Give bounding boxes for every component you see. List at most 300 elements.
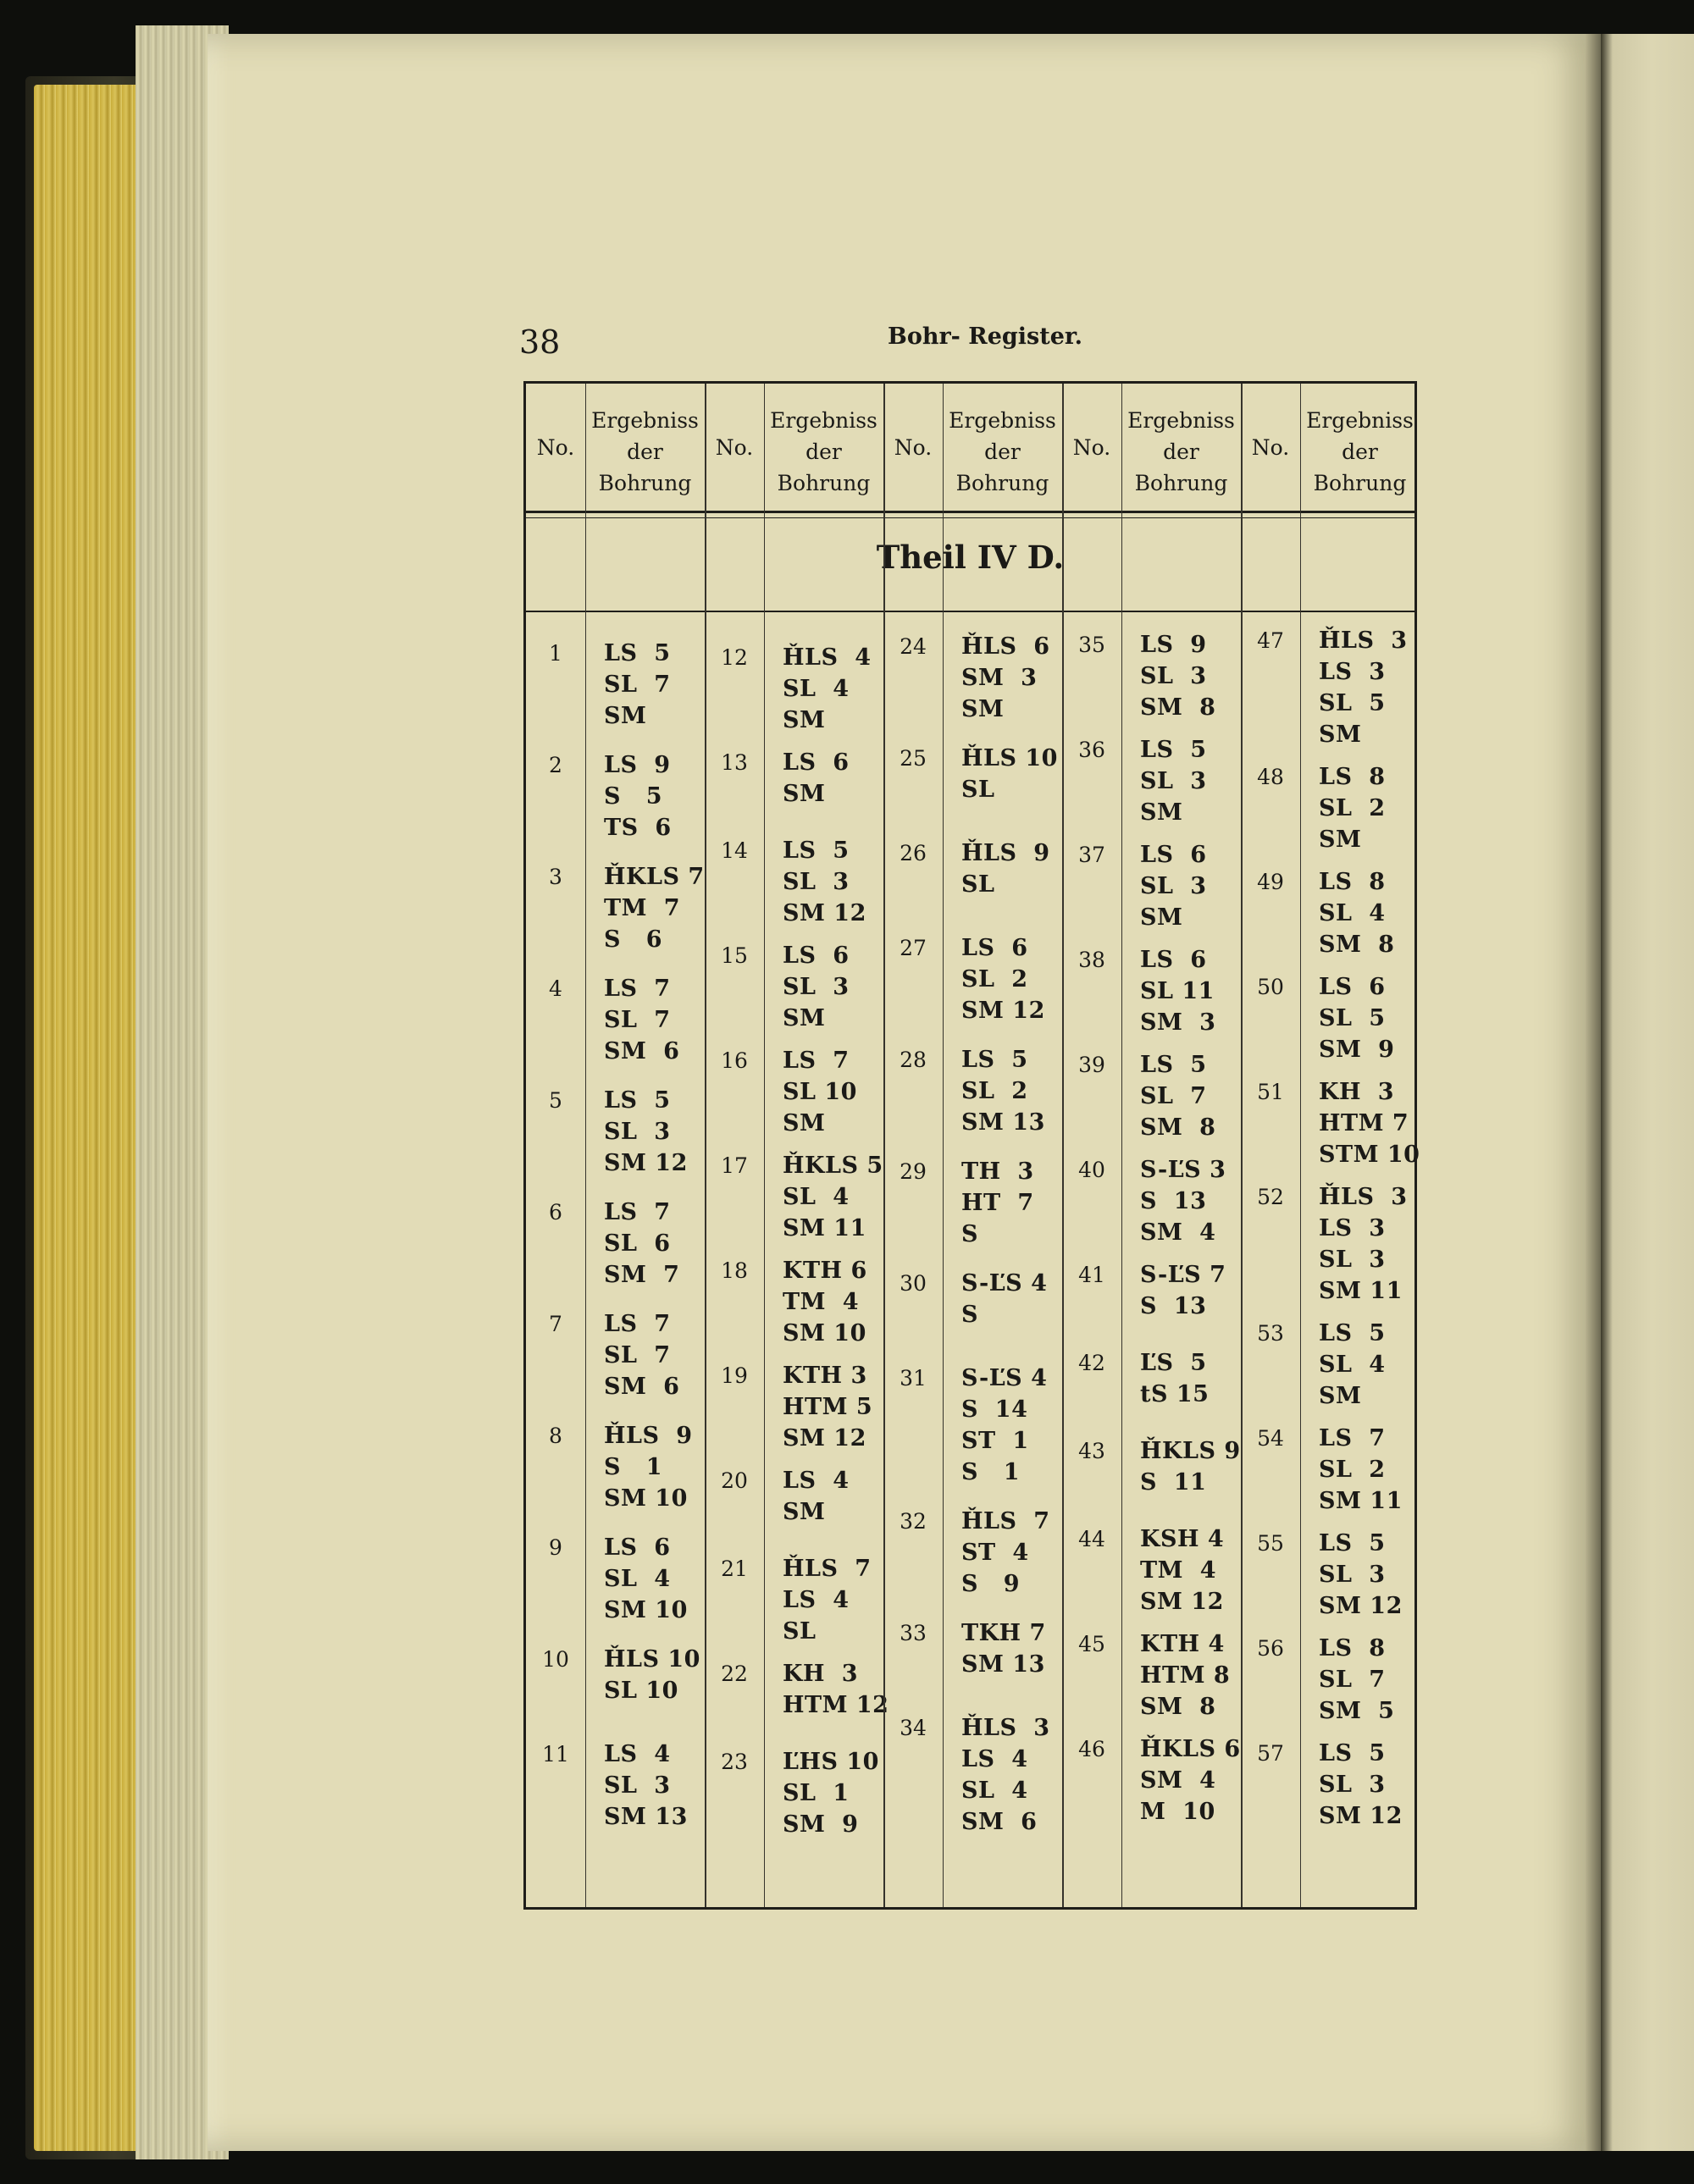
entry-result (1319, 971, 1394, 1065)
result-line: SM (783, 707, 826, 733)
entry-number: 15 (721, 943, 748, 968)
result-line: ȞLS 9 (961, 840, 1050, 866)
entry-result (604, 1739, 688, 1833)
entry-number: 54 (1257, 1426, 1284, 1451)
entry-result (604, 1085, 688, 1179)
result-line: TM 4 (1140, 1557, 1217, 1584)
entry-result (783, 1255, 867, 1349)
entry-result (961, 743, 1058, 805)
result-line: SL 7 (604, 672, 671, 698)
result-line: SM (783, 1499, 826, 1525)
result-line: TS 6 (604, 815, 672, 841)
result-line: KTH 6 (783, 1258, 867, 1284)
result-line: SL 5 (1319, 1005, 1386, 1031)
result-line: SM (1140, 799, 1183, 826)
facing-page (1601, 34, 1694, 2151)
result-line: SM 12 (1140, 1589, 1224, 1615)
result-line: SL 4 (1319, 900, 1386, 926)
result-line: LS 5 (1319, 1530, 1386, 1556)
result-line: SM 12 (961, 998, 1045, 1024)
result-line: LS 5 (783, 838, 850, 864)
result-line: SM (783, 1110, 826, 1136)
entry-number: 48 (1257, 765, 1284, 789)
result-line: SL (961, 871, 995, 898)
entry-number: 49 (1257, 870, 1284, 894)
result-line: SM 7 (604, 1262, 680, 1288)
result-line: LS 6 (1140, 842, 1207, 868)
entry-number: 37 (1078, 843, 1105, 867)
result-line: LS 6 (783, 943, 850, 969)
entry-result (1319, 1318, 1386, 1412)
result-line: SL 3 (1319, 1247, 1386, 1273)
entry-result (604, 861, 705, 955)
result-line: LS 7 (604, 1311, 671, 1337)
entry-number: 35 (1078, 633, 1105, 657)
entry-result (961, 1617, 1046, 1680)
entry-result (961, 1268, 1047, 1330)
result-line: SL 4 (783, 1184, 850, 1210)
entry-number: 10 (542, 1647, 569, 1672)
result-line: SM (783, 1005, 826, 1031)
entry-result (783, 1658, 889, 1721)
entry-number: 44 (1078, 1527, 1105, 1551)
entry-number: 13 (721, 750, 748, 775)
result-line: SL (961, 777, 995, 803)
entry-result (1319, 761, 1386, 855)
result-line: LS 6 (604, 1534, 671, 1561)
result-line: ȞLS 3 (961, 1715, 1050, 1741)
entry-number: 36 (1078, 738, 1105, 762)
result-line: LS 4 (783, 1468, 850, 1494)
header-result-line: Bohrung (1134, 470, 1228, 495)
header-result-line: der (805, 439, 842, 464)
column-separator-inner (943, 384, 944, 1907)
result-line: ST 4 (961, 1540, 1029, 1566)
entry-number: 23 (721, 1750, 748, 1774)
header-result-line: Ergebniss (770, 407, 877, 433)
result-line: SL 3 (783, 869, 850, 895)
result-line: ȞLS 7 (961, 1508, 1050, 1534)
entry-number: 30 (900, 1271, 927, 1296)
result-line: TM 7 (604, 895, 681, 921)
result-line: S 9 (961, 1571, 1020, 1597)
header-result-4 (1121, 392, 1241, 511)
result-line: LS 8 (1319, 869, 1386, 895)
result-line: ĽS 5 (1140, 1350, 1207, 1376)
result-line: SM 6 (604, 1374, 680, 1400)
result-line: LS 5 (604, 1087, 671, 1114)
result-line: tS 15 (1140, 1381, 1210, 1407)
result-line: SL 2 (961, 966, 1028, 992)
result-line: SL (783, 1618, 817, 1645)
result-line: SM 12 (1319, 1803, 1403, 1829)
entry-number: 25 (900, 746, 927, 771)
header-result-1 (585, 392, 705, 511)
column-separator (1062, 384, 1064, 1907)
entry-number: 31 (900, 1366, 927, 1391)
result-line: ȞLS 4 (783, 644, 872, 671)
header-result-line: Bohrung (955, 470, 1049, 495)
result-line: SM (1140, 904, 1183, 931)
header-result-line: der (984, 439, 1021, 464)
entry-number: 16 (721, 1048, 748, 1073)
entry-result (1140, 839, 1207, 933)
entry-result (1140, 1733, 1241, 1827)
entry-result (1140, 1523, 1224, 1617)
result-line: LS 5 (961, 1047, 1028, 1073)
result-line: TM 4 (783, 1289, 860, 1315)
entry-result (1140, 629, 1215, 723)
result-line: S 14 (961, 1396, 1028, 1423)
result-line: SL 10 (604, 1678, 678, 1704)
result-line: LS 7 (783, 1048, 850, 1074)
result-line: SM 11 (1319, 1278, 1403, 1304)
result-line: TH 3 (961, 1158, 1034, 1185)
result-line: SL 3 (783, 974, 850, 1000)
entry-result (1140, 1049, 1215, 1143)
header-result-5 (1300, 392, 1420, 511)
entry-result (1319, 1076, 1420, 1170)
result-line: SL 11 (1140, 978, 1215, 1004)
result-line: SM 8 (1140, 1694, 1216, 1720)
header-result-line: Ergebniss (949, 407, 1056, 433)
entry-number: 1 (549, 641, 562, 666)
result-line: SM 3 (1140, 1009, 1216, 1036)
result-line: SL 10 (783, 1079, 857, 1105)
entry-result (1319, 1738, 1403, 1832)
entry-number: 11 (542, 1742, 569, 1767)
result-line: LS 9 (1140, 632, 1207, 658)
entry-number: 40 (1078, 1158, 1105, 1182)
entry-number: 43 (1078, 1439, 1105, 1463)
entry-result (961, 631, 1050, 725)
result-line: LS 9 (604, 752, 671, 778)
header-rule (526, 511, 1414, 513)
header-result-line: Bohrung (598, 470, 692, 495)
result-line: SL 3 (1140, 663, 1207, 689)
section-title: Theil IV D. (876, 539, 1065, 576)
result-line: ȞKLS 7 (604, 864, 705, 890)
entry-result (604, 638, 671, 732)
result-line: S 6 (604, 926, 662, 953)
result-line: ȞLS 3 (1319, 1184, 1408, 1210)
entry-number: 7 (549, 1312, 562, 1336)
entry-number: 19 (721, 1363, 748, 1388)
header-result-line: Bohrung (777, 470, 871, 495)
entry-number: 27 (900, 936, 927, 960)
entry-number: 2 (549, 753, 562, 777)
entry-result (783, 1465, 850, 1528)
result-line: ȞLS 10 (604, 1646, 700, 1673)
entry-result (783, 940, 850, 1034)
entry-result (1140, 1435, 1241, 1498)
entry-result (961, 838, 1050, 900)
result-line: HTM 8 (1140, 1662, 1231, 1689)
result-line: SM 8 (1140, 694, 1216, 721)
entry-result (1319, 1633, 1394, 1727)
entry-number: 8 (549, 1424, 562, 1448)
result-line: SM 9 (1319, 1037, 1395, 1063)
entry-number: 45 (1078, 1632, 1105, 1656)
result-line: LS 7 (604, 976, 671, 1002)
result-line: ȞLS 10 (961, 745, 1058, 771)
result-line: S 1 (961, 1459, 1020, 1485)
result-line: S 13 (1140, 1188, 1207, 1214)
result-line: SL 4 (604, 1566, 671, 1592)
result-line: S-ĽS 4 (961, 1270, 1048, 1297)
result-line: SM 12 (783, 1425, 866, 1451)
result-line: S-ĽS 3 (1140, 1157, 1226, 1183)
result-line: SL 6 (604, 1230, 671, 1257)
entry-result (961, 1156, 1034, 1250)
result-line: TKH 7 (961, 1620, 1046, 1646)
result-line: LS 8 (1319, 764, 1386, 790)
result-line: HTM 5 (783, 1394, 873, 1420)
entry-number: 26 (900, 841, 927, 865)
entry-number: 4 (549, 976, 562, 1001)
bore-register-table (523, 381, 1420, 1910)
result-line: KTH 4 (1140, 1631, 1225, 1657)
entry-number: 17 (721, 1153, 748, 1178)
column-separator-inner (585, 384, 586, 1907)
entry-result (604, 1308, 679, 1402)
result-line: SL 3 (1319, 1772, 1386, 1798)
result-line: SL 3 (1140, 873, 1207, 899)
header-no-1: No. (536, 434, 575, 460)
column-separator (705, 384, 706, 1907)
entry-number: 57 (1257, 1741, 1284, 1766)
result-line: S-ĽS 7 (1140, 1262, 1226, 1288)
entry-number: 24 (900, 634, 927, 659)
entry-result (1140, 734, 1207, 828)
entry-number: 33 (900, 1621, 927, 1645)
result-line: SM 13 (961, 1109, 1045, 1136)
entry-result (783, 642, 872, 736)
result-line: SL 4 (1319, 1352, 1386, 1378)
result-line: ȞKLS 5 (783, 1153, 883, 1179)
result-line: ĽHS 10 (783, 1749, 879, 1775)
result-line: LS 5 (1319, 1740, 1386, 1767)
result-line: SM 10 (604, 1597, 688, 1623)
header-result-line: der (1342, 439, 1378, 464)
result-line: KH 3 (1319, 1079, 1395, 1105)
entry-number: 51 (1257, 1080, 1284, 1104)
result-line: M 10 (1140, 1799, 1215, 1825)
result-line: SL 3 (1319, 1562, 1386, 1588)
header-no-4: No. (1072, 434, 1111, 460)
result-line: SL 3 (604, 1772, 671, 1799)
entry-number: 55 (1257, 1531, 1284, 1556)
result-line: SL 2 (1319, 1457, 1386, 1483)
entry-result (1140, 1154, 1226, 1248)
entry-result (783, 835, 866, 929)
result-line: KTH 3 (783, 1363, 867, 1389)
entry-result (604, 749, 672, 843)
entry-result (783, 1150, 883, 1244)
entry-result (604, 1644, 700, 1706)
entry-number: 21 (721, 1556, 748, 1581)
entry-result (604, 1420, 693, 1514)
entry-number: 32 (900, 1509, 927, 1534)
result-line: SM 4 (1140, 1767, 1216, 1794)
result-line: SM 11 (783, 1215, 866, 1241)
result-line: LS 6 (961, 935, 1028, 961)
entry-number: 20 (721, 1468, 748, 1493)
result-line: S 13 (1140, 1293, 1207, 1319)
entry-result (1140, 1347, 1209, 1410)
column-separator (1241, 384, 1243, 1907)
entry-number: 41 (1078, 1263, 1105, 1287)
result-line: LS 4 (961, 1746, 1028, 1772)
entry-result (961, 1712, 1050, 1838)
header-rule-inner (526, 517, 1414, 518)
entry-number: 50 (1257, 975, 1284, 999)
entry-result (783, 1360, 872, 1454)
result-line: SM 6 (604, 1038, 680, 1064)
running-head: Bohr- Register. (888, 323, 1083, 350)
entry-number: 9 (549, 1535, 562, 1560)
result-line: SM 12 (604, 1150, 688, 1176)
result-line: HTM 12 (783, 1692, 889, 1718)
column-separator-inner (1300, 384, 1301, 1907)
header-result-2 (764, 392, 883, 511)
entry-result (783, 747, 850, 810)
header-no-2: No. (715, 434, 754, 460)
result-line: SL 2 (1319, 795, 1386, 821)
result-line: LS 4 (604, 1741, 671, 1767)
result-line: HT 7 (961, 1190, 1034, 1216)
result-line: SM (1319, 1383, 1362, 1409)
result-line: SM 12 (1319, 1593, 1403, 1619)
result-line: SL 7 (604, 1342, 671, 1368)
result-line: LS 6 (1140, 947, 1207, 973)
entry-result (1319, 1423, 1403, 1517)
entry-result (1319, 1528, 1403, 1622)
entry-number: 18 (721, 1258, 748, 1283)
result-line: SM 10 (783, 1320, 866, 1346)
result-line: SL 1 (783, 1780, 850, 1806)
result-line: SM 3 (961, 665, 1038, 691)
header-result-line: der (1163, 439, 1199, 464)
entry-number: 5 (549, 1088, 562, 1113)
entry-number: 22 (721, 1661, 748, 1686)
entry-result (604, 1532, 688, 1626)
result-line: ȞLS 7 (783, 1556, 872, 1582)
entry-result (961, 1506, 1050, 1600)
entry-number: 3 (549, 865, 562, 889)
entry-number: 38 (1078, 948, 1105, 972)
column-separator (883, 384, 885, 1907)
result-line: S 11 (1140, 1469, 1207, 1496)
result-line: S (961, 1302, 978, 1328)
entry-number: 47 (1257, 628, 1284, 653)
page-number: 38 (519, 323, 561, 361)
entry-number: 12 (721, 645, 748, 670)
result-line: ȞLS 6 (961, 633, 1050, 660)
entry-number: 6 (549, 1200, 562, 1225)
result-line: SL 2 (961, 1078, 1028, 1104)
result-line: SL 3 (604, 1119, 671, 1145)
result-line: SM 13 (961, 1651, 1045, 1678)
entry-result (783, 1746, 879, 1840)
result-line: ȞLS 3 (1319, 628, 1408, 654)
result-line: HTM 7 (1319, 1110, 1409, 1136)
entry-number: 42 (1078, 1351, 1105, 1375)
result-line: LS 5 (1319, 1320, 1386, 1346)
header-result-line: der (627, 439, 663, 464)
header-result-3 (943, 392, 1062, 511)
result-line: LS 6 (783, 749, 850, 776)
result-line: LS 7 (1319, 1425, 1386, 1451)
result-line: STM 10 (1319, 1142, 1420, 1168)
entry-number: 28 (900, 1048, 927, 1072)
result-line: SM 5 (1319, 1698, 1395, 1724)
result-line: SL 4 (783, 676, 850, 702)
result-line: SL 4 (961, 1778, 1028, 1804)
entry-result (1319, 1181, 1408, 1307)
result-line: SM 11 (1319, 1488, 1403, 1514)
entry-number: 53 (1257, 1321, 1284, 1346)
result-line: SM 6 (961, 1809, 1038, 1835)
entry-result (783, 1553, 872, 1647)
result-line: LS 5 (1140, 737, 1207, 763)
entry-result (604, 973, 679, 1067)
result-line: SL 5 (1319, 690, 1386, 716)
result-line: ȞLS 9 (604, 1423, 693, 1449)
entry-result (783, 1045, 857, 1139)
result-line: SM (604, 703, 647, 729)
header-result-line: Ergebniss (591, 407, 699, 433)
entry-result (961, 1363, 1047, 1488)
result-line: SM 8 (1140, 1114, 1216, 1141)
header-result-line: Bohrung (1313, 470, 1407, 495)
result-line: LS 6 (1319, 974, 1386, 1000)
header-no-5: No. (1251, 434, 1290, 460)
entry-number: 14 (721, 838, 748, 863)
entry-number: 52 (1257, 1185, 1284, 1209)
column-separator-inner (764, 384, 765, 1907)
result-line: KH 3 (783, 1661, 859, 1687)
result-line: SM 13 (604, 1804, 688, 1830)
header-result-line: Ergebniss (1306, 407, 1414, 433)
result-line: SL 7 (1319, 1667, 1386, 1693)
result-line: ȞKLS 9 (1140, 1438, 1241, 1464)
result-line: S 5 (604, 783, 662, 810)
entry-result (1319, 866, 1394, 960)
entry-result (1140, 944, 1215, 1038)
result-line: SL 7 (604, 1007, 671, 1033)
result-line: SM (1319, 722, 1362, 748)
result-line: LS 7 (604, 1199, 671, 1225)
result-line: SM (783, 781, 826, 807)
entry-result (1140, 1259, 1226, 1322)
result-line: SM 4 (1140, 1219, 1216, 1246)
result-line: LS 3 (1319, 659, 1386, 685)
result-line: LS 5 (604, 640, 671, 666)
entry-number: 46 (1078, 1737, 1105, 1761)
result-line: SL 3 (1140, 768, 1207, 794)
entry-result (1319, 625, 1408, 750)
result-line: ST 1 (961, 1428, 1029, 1454)
result-line: SM 12 (783, 900, 866, 926)
result-line: ȞKLS 6 (1140, 1736, 1241, 1762)
result-line: S (961, 1221, 978, 1247)
result-line: LS 3 (1319, 1215, 1386, 1241)
entry-number: 56 (1257, 1636, 1284, 1661)
result-line: SL 7 (1140, 1083, 1207, 1109)
column-separator-inner (1121, 384, 1122, 1907)
section-rule (526, 611, 1414, 612)
